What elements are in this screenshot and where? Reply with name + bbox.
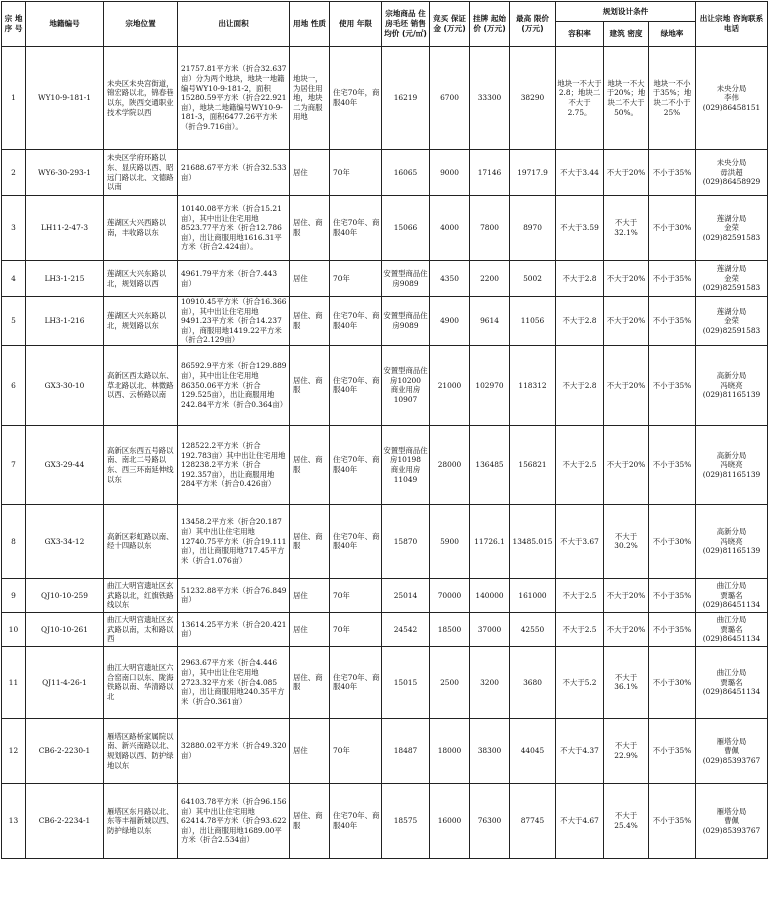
parcel-no-cell: CB6-2-2234-1 [26, 783, 104, 858]
deposit-cell: 6700 [430, 47, 470, 150]
land-use-cell: 居住、商服 [290, 425, 330, 504]
location-cell: 莲湖区大兴西路以南，丰收路以东 [104, 196, 178, 261]
parcel-no-cell: GX3-34-12 [26, 504, 104, 578]
density-cell: 不大于20% [604, 612, 649, 646]
density-cell: 不大于20% [604, 297, 649, 346]
seq-cell: 9 [2, 578, 26, 612]
start-price-cell: 3200 [470, 646, 510, 718]
area-cell: 10140.08平方米（折合15.21亩），其中出让住宅用地8523.77平方米（折合12.786亩），出让商服用地1616.31平方米（折合2.424亩）。 [178, 196, 290, 261]
avg-price-cell: 安置型商品住房10200 商业用房10907 [382, 345, 430, 425]
land-use-cell: 居住、商服 [290, 646, 330, 718]
green-cell: 地块一不小于35%；地块二不小于25% [649, 47, 696, 150]
table-row [2, 297, 768, 346]
density-cell: 不大于20% [604, 578, 649, 612]
land-use-cell: 居住、商服 [290, 196, 330, 261]
land-use-cell: 居住 [290, 261, 330, 297]
contact-cell: 雁塔分局 曹佩 (029)85393767 [696, 718, 768, 783]
header-max-price: 最高 限价 (万元) [510, 2, 556, 47]
location-cell: 曲江大明宫遗址区玄武路以北，红旗铁路线以东 [104, 578, 178, 612]
term-cell: 住宅70年，商服40年 [330, 47, 382, 150]
density-cell: 不大于20% [604, 150, 649, 196]
seq-cell: 6 [2, 345, 26, 425]
header-far: 容积率 [556, 22, 604, 47]
start-price-cell: 7800 [470, 196, 510, 261]
density-cell: 不大于30.2% [604, 504, 649, 578]
table-row [2, 345, 768, 425]
land-use-cell: 居住、商服 [290, 345, 330, 425]
location-cell: 高新区东西五号路以南、南北二号路以东、西三环南延伸线以东 [104, 425, 178, 504]
term-cell: 住宅70年、商服40年 [330, 783, 382, 858]
contact-cell: 未央分局 毋洪超 (029)86458929 [696, 150, 768, 196]
seq-cell: 12 [2, 718, 26, 783]
location-cell: 高新区西太路以东、草北路以北、林微路以西、云桥路以南 [104, 345, 178, 425]
density-cell: 不大于20% [604, 345, 649, 425]
avg-price-cell: 15066 [382, 196, 430, 261]
max-price-cell: 87745 [510, 783, 556, 858]
header-parcel-no: 地籍编号 [26, 2, 104, 47]
term-cell: 70年 [330, 261, 382, 297]
parcel-no-cell: LH3-1-216 [26, 297, 104, 346]
deposit-cell: 70000 [430, 578, 470, 612]
land-use-cell: 地块一，为居住用地，地块二为商服用地 [290, 47, 330, 150]
far-cell: 不大于3.59 [556, 196, 604, 261]
green-cell: 不小于35% [649, 150, 696, 196]
parcel-no-cell: WY10-9-181-1 [26, 47, 104, 150]
deposit-cell: 18000 [430, 718, 470, 783]
area-cell: 64103.78平方米（折合96.156亩）其中出让住宅用地62414.78平方米（折合93.622亩），出让商服用地1689.00平方米（折合2.534亩） [178, 783, 290, 858]
location-cell: 雁塔区东月路以北、东等丰福新城以西、防护绿地以东 [104, 783, 178, 858]
far-cell: 不大于3.44 [556, 150, 604, 196]
far-cell: 不大于4.37 [556, 718, 604, 783]
max-price-cell: 118312 [510, 345, 556, 425]
land-use-cell: 居住、商服 [290, 504, 330, 578]
area-cell: 86592.9平方米（折合129.889亩），其中出让住宅用地86350.06平方米（折合129.525亩），出让商服用地242.84平方米（折合0.364亩） [178, 345, 290, 425]
max-price-cell: 156821 [510, 425, 556, 504]
area-cell: 2963.67平方米（折合4.446亩），其中出让住宅用地2723.32平方米（折合4.085亩），出让商服用地240.35平方米（折合0.361亩） [178, 646, 290, 718]
term-cell: 70年 [330, 578, 382, 612]
green-cell: 不小于35% [649, 783, 696, 858]
avg-price-cell: 16065 [382, 150, 430, 196]
term-cell: 住宅70年、商服40年 [330, 646, 382, 718]
seq-cell: 11 [2, 646, 26, 718]
max-price-cell: 38290 [510, 47, 556, 150]
term-cell: 70年 [330, 612, 382, 646]
max-price-cell: 161000 [510, 578, 556, 612]
header-area: 出让面积 [178, 2, 290, 47]
density-cell: 不大于25.4% [604, 783, 649, 858]
contact-cell: 曲江分局 贾璐名 (029)86451134 [696, 646, 768, 718]
green-cell: 不小于35% [649, 345, 696, 425]
contact-cell: 未央分局 李伟 (029)86458151 [696, 47, 768, 150]
deposit-cell: 28000 [430, 425, 470, 504]
deposit-cell: 16000 [430, 783, 470, 858]
green-cell: 不小于35% [649, 612, 696, 646]
far-cell: 地块一不大于2.8；地块二不大于2.75。 [556, 47, 604, 150]
term-cell: 70年 [330, 150, 382, 196]
header-location: 宗地位置 [104, 2, 178, 47]
location-cell: 曲江大明宫遗址区玄武路以南，太和路以西 [104, 612, 178, 646]
start-price-cell: 76300 [470, 783, 510, 858]
contact-cell: 莲湖分局 金荣 (029)82591583 [696, 261, 768, 297]
term-cell: 住宅70年、商服40年 [330, 504, 382, 578]
start-price-cell: 38300 [470, 718, 510, 783]
parcel-no-cell: QJ10-10-261 [26, 612, 104, 646]
land-auction-table [1, 1, 768, 859]
header-deposit: 竞买 保证金 (万元) [430, 2, 470, 47]
far-cell: 不大于2.8 [556, 261, 604, 297]
table-body [2, 47, 768, 859]
start-price-cell: 102970 [470, 345, 510, 425]
start-price-cell: 2200 [470, 261, 510, 297]
contact-cell: 曲江分局 贾璐名 (029)86451134 [696, 612, 768, 646]
area-cell: 51232.88平方米（折合76.849亩） [178, 578, 290, 612]
seq-cell: 8 [2, 504, 26, 578]
area-cell: 32880.02平方米（折合49.320亩） [178, 718, 290, 783]
seq-cell: 3 [2, 196, 26, 261]
seq-cell: 5 [2, 297, 26, 346]
start-price-cell: 11726.1 [470, 504, 510, 578]
header-start-price: 挂牌 起始价 (万元) [470, 2, 510, 47]
contact-cell: 高新分局 冯晓亮 (029)81165139 [696, 345, 768, 425]
land-use-cell: 居住、商服 [290, 783, 330, 858]
avg-price-cell: 15870 [382, 504, 430, 578]
start-price-cell: 9614 [470, 297, 510, 346]
start-price-cell: 140000 [470, 578, 510, 612]
header-land-use: 用地 性质 [290, 2, 330, 47]
table-row [2, 646, 768, 718]
table-row [2, 578, 768, 612]
avg-price-cell: 18575 [382, 783, 430, 858]
land-use-cell: 居住 [290, 612, 330, 646]
table-row [2, 196, 768, 261]
table-row [2, 718, 768, 783]
green-cell: 不小于30% [649, 646, 696, 718]
parcel-no-cell: QJ10-10-259 [26, 578, 104, 612]
green-cell: 不小于35% [649, 578, 696, 612]
header-planning: 规划设计条件 [556, 2, 696, 22]
avg-price-cell: 安置型商品住房9089 [382, 261, 430, 297]
table-row [2, 261, 768, 297]
table-row [2, 612, 768, 646]
term-cell: 住宅70年、商服40年 [330, 345, 382, 425]
land-use-cell: 居住 [290, 150, 330, 196]
header-contact: 出让宗地 咨询联系电话 [696, 2, 768, 47]
max-price-cell: 19717.9 [510, 150, 556, 196]
green-cell: 不小于35% [649, 718, 696, 783]
parcel-no-cell: GX3-29-44 [26, 425, 104, 504]
parcel-no-cell: GX3-30-10 [26, 345, 104, 425]
parcel-no-cell: WY6-30-293-1 [26, 150, 104, 196]
location-cell: 莲湖区大兴东路以北，规划路以西 [104, 261, 178, 297]
green-cell: 不小于35% [649, 261, 696, 297]
avg-price-cell: 18487 [382, 718, 430, 783]
area-cell: 128522.2平方米（折合192.783亩）其中出让住宅用地128238.2平方米（折合192.357亩），出让商服用地284平方米（折合0.426亩） [178, 425, 290, 504]
green-cell: 不小于30% [649, 196, 696, 261]
deposit-cell: 5900 [430, 504, 470, 578]
contact-cell: 莲湖分局 金荣 (029)82591583 [696, 297, 768, 346]
avg-price-cell: 24542 [382, 612, 430, 646]
contact-cell: 雁塔分局 曹佩 (029)85393767 [696, 783, 768, 858]
seq-cell: 1 [2, 47, 26, 150]
deposit-cell: 4000 [430, 196, 470, 261]
avg-price-cell: 安置型商品住房10198 商业用房11049 [382, 425, 430, 504]
land-use-cell: 居住 [290, 718, 330, 783]
start-price-cell: 33300 [470, 47, 510, 150]
density-cell: 不大于20% [604, 261, 649, 297]
density-cell: 不大于32.1% [604, 196, 649, 261]
density-cell: 不大于22.9% [604, 718, 649, 783]
avg-price-cell: 16219 [382, 47, 430, 150]
table-row [2, 504, 768, 578]
max-price-cell: 44045 [510, 718, 556, 783]
avg-price-cell: 25014 [382, 578, 430, 612]
density-cell: 地块一不大于20%；地块二不大于50%。 [604, 47, 649, 150]
table-row [2, 783, 768, 858]
term-cell: 70年 [330, 718, 382, 783]
contact-cell: 曲江分局 贾璐名 (029)86451134 [696, 578, 768, 612]
green-cell: 不小于35% [649, 425, 696, 504]
location-cell: 莲湖区大兴东路以北，规划路以东 [104, 297, 178, 346]
seq-cell: 4 [2, 261, 26, 297]
header-term: 使用 年限 [330, 2, 382, 47]
deposit-cell: 4900 [430, 297, 470, 346]
seq-cell: 7 [2, 425, 26, 504]
start-price-cell: 17146 [470, 150, 510, 196]
table-row [2, 150, 768, 196]
area-cell: 21757.81平方米（折合32.637亩）分为两个地块，地块一地籍编号WY10-9-181-2，面积15280.59平方米（折合22.921亩），地块二地籍编号WY10-9-181-3，面积6477.26平方米（折合9.716亩）。 [178, 47, 290, 150]
contact-cell: 高新分局 冯晓亮 (029)81165139 [696, 504, 768, 578]
density-cell: 不大于36.1% [604, 646, 649, 718]
land-use-cell: 居住、商服 [290, 297, 330, 346]
green-cell: 不小于35% [649, 297, 696, 346]
area-cell: 13614.25平方米（折合20.421亩） [178, 612, 290, 646]
start-price-cell: 136485 [470, 425, 510, 504]
seq-cell: 13 [2, 783, 26, 858]
header-avg-price: 宗地商品 住房毛坯 销售均价 (元/㎡) [382, 2, 430, 47]
contact-cell: 高新分局 冯晓亮 (029)81165139 [696, 425, 768, 504]
far-cell: 不大于2.5 [556, 578, 604, 612]
land-use-cell: 居住 [290, 578, 330, 612]
deposit-cell: 21000 [430, 345, 470, 425]
max-price-cell: 13485.015 [510, 504, 556, 578]
start-price-cell: 37000 [470, 612, 510, 646]
location-cell: 未央区未央宫街道，锦宏路以北，锦春巷以东，陕西交通职业技术学院以西 [104, 47, 178, 150]
term-cell: 住宅70年、商服40年 [330, 297, 382, 346]
max-price-cell: 11056 [510, 297, 556, 346]
avg-price-cell: 15015 [382, 646, 430, 718]
location-cell: 未央区学府环路以东、显庆路以西、昭远门路以北、文德路以南 [104, 150, 178, 196]
deposit-cell: 2500 [430, 646, 470, 718]
header-seq: 宗 地 序 号 [2, 2, 26, 47]
max-price-cell: 3680 [510, 646, 556, 718]
density-cell: 不大于20% [604, 425, 649, 504]
avg-price-cell: 安置型商品住房9089 [382, 297, 430, 346]
seq-cell: 10 [2, 612, 26, 646]
location-cell: 曲江大明宫遗址区六合窑南口以东、陇海铁路以南、华清路以北 [104, 646, 178, 718]
term-cell: 住宅70年、商服40年 [330, 196, 382, 261]
header-green: 绿地率 [649, 22, 696, 47]
parcel-no-cell: QJ11-4-26-1 [26, 646, 104, 718]
parcel-no-cell: LH11-2-47-3 [26, 196, 104, 261]
parcel-no-cell: LH3-1-215 [26, 261, 104, 297]
term-cell: 住宅70年、商服40年 [330, 425, 382, 504]
far-cell: 不大于2.5 [556, 425, 604, 504]
deposit-cell: 9000 [430, 150, 470, 196]
area-cell: 10910.45平方米（折合16.366亩），其中出让住宅用地9491.23平方米（折合14.237亩），商服用地1419.22平方米（折合2.129亩） [178, 297, 290, 346]
deposit-cell: 18500 [430, 612, 470, 646]
table-row [2, 425, 768, 504]
area-cell: 4961.79平方米（折合7.443亩） [178, 261, 290, 297]
area-cell: 21688.67平方米（折合32.533亩） [178, 150, 290, 196]
far-cell: 不大于2.5 [556, 612, 604, 646]
far-cell: 不大于2.8 [556, 297, 604, 346]
max-price-cell: 5002 [510, 261, 556, 297]
max-price-cell: 42550 [510, 612, 556, 646]
green-cell: 不小于30% [649, 504, 696, 578]
max-price-cell: 8970 [510, 196, 556, 261]
header-density: 建筑 密度 [604, 22, 649, 47]
far-cell: 不大于3.67 [556, 504, 604, 578]
far-cell: 不大于5.2 [556, 646, 604, 718]
location-cell: 雁塔区路桥家属院以南、新兴南路以北、规划路以西、防护绿地以东 [104, 718, 178, 783]
contact-cell: 莲湖分局 金荣 (029)82591583 [696, 196, 768, 261]
location-cell: 高新区彩虹路以南、经十四路以东 [104, 504, 178, 578]
area-cell: 13458.2平方米（折合20.187亩）其中出让住宅用地12740.75平方米（折合19.111亩），出让商服用地717.45平方米（折合1.076亩） [178, 504, 290, 578]
seq-cell: 2 [2, 150, 26, 196]
table-row [2, 47, 768, 150]
far-cell: 不大于4.67 [556, 783, 604, 858]
parcel-no-cell: CB6-2-2230-1 [26, 718, 104, 783]
far-cell: 不大于2.8 [556, 345, 604, 425]
deposit-cell: 4350 [430, 261, 470, 297]
